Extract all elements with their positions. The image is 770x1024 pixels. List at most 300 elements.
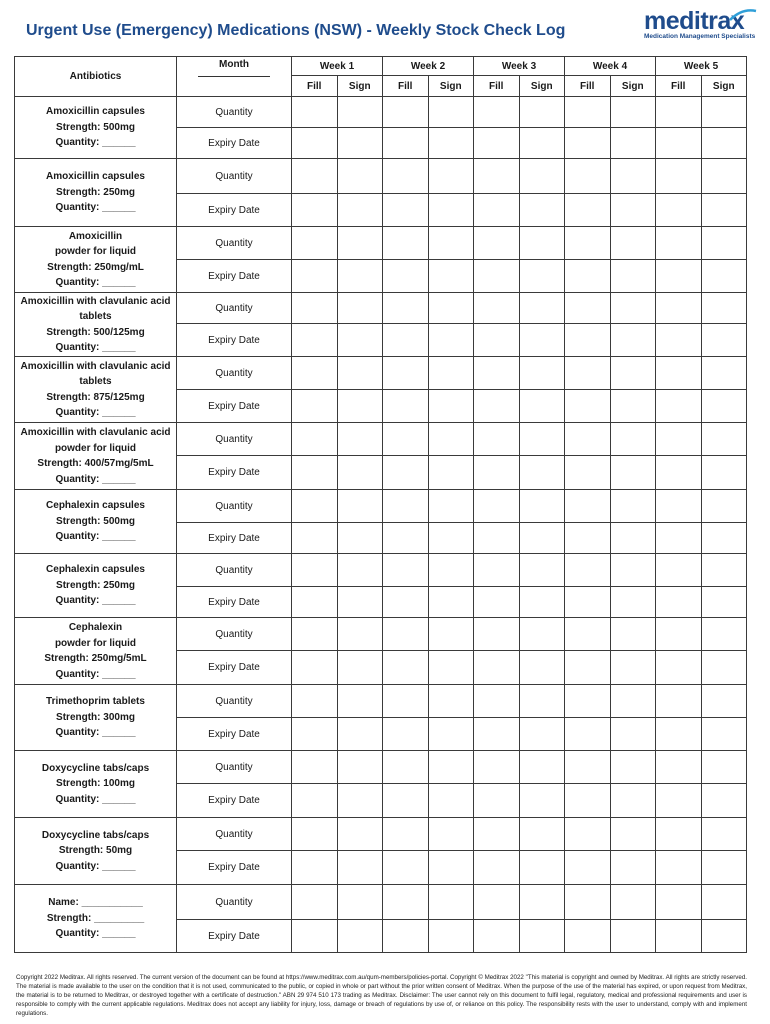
fill-entry-cell[interactable] <box>474 194 520 227</box>
sign-entry-cell[interactable] <box>519 718 565 751</box>
sign-entry-cell[interactable] <box>428 159 474 194</box>
fill-entry-cell[interactable] <box>474 851 520 885</box>
fill-entry-cell[interactable] <box>565 159 611 194</box>
fill-entry-cell[interactable] <box>656 818 702 851</box>
fill-entry-cell[interactable] <box>565 227 611 260</box>
fill-entry-cell[interactable] <box>474 260 520 293</box>
fill-entry-cell[interactable] <box>292 718 338 751</box>
sign-entry-cell[interactable] <box>610 523 656 554</box>
sign-entry-cell[interactable] <box>519 587 565 618</box>
fill-entry-cell[interactable] <box>474 523 520 554</box>
sign-entry-cell[interactable] <box>337 357 383 390</box>
fill-entry-cell[interactable] <box>656 423 702 456</box>
sign-entry-cell[interactable] <box>337 490 383 523</box>
fill-entry-cell[interactable] <box>292 194 338 227</box>
expiry-date-label: Expiry Date <box>177 851 292 885</box>
quantity-label: Quantity <box>177 357 292 390</box>
medication-cell <box>15 554 177 618</box>
sign-entry-cell[interactable] <box>701 523 747 554</box>
medication-cell <box>15 885 177 953</box>
sign-entry-cell[interactable] <box>610 260 656 293</box>
fill-entry-cell[interactable] <box>383 293 429 324</box>
sign-entry-cell[interactable] <box>701 423 747 456</box>
sign-entry-cell[interactable] <box>701 920 747 953</box>
sign-entry-cell[interactable] <box>701 357 747 390</box>
fill-entry-cell[interactable] <box>656 128 702 159</box>
sign-entry-cell[interactable] <box>519 685 565 718</box>
medication-line: tablets <box>79 311 112 322</box>
sign-entry-cell[interactable] <box>519 159 565 194</box>
sign-entry-cell[interactable] <box>428 456 474 490</box>
sign-entry-cell[interactable] <box>610 685 656 718</box>
fill-entry-cell[interactable] <box>474 554 520 587</box>
expiry-date-label: Expiry Date <box>177 587 292 618</box>
fill-entry-cell[interactable] <box>383 423 429 456</box>
fill-entry-cell[interactable] <box>474 324 520 357</box>
sign-entry-cell[interactable] <box>337 128 383 159</box>
sign-entry-cell[interactable] <box>701 751 747 784</box>
fill-entry-cell[interactable] <box>656 685 702 718</box>
sign-entry-cell[interactable] <box>519 227 565 260</box>
sign-entry-cell[interactable] <box>610 194 656 227</box>
sign-entry-cell[interactable] <box>610 324 656 357</box>
medication-line: Amoxicillin with clavulanic acid <box>20 360 171 372</box>
sign-entry-cell[interactable] <box>701 885 747 920</box>
sign-entry-cell[interactable] <box>519 523 565 554</box>
sign-entry-cell[interactable] <box>701 97 747 128</box>
fill-entry-cell[interactable] <box>474 784 520 818</box>
fill-entry-cell[interactable] <box>565 423 611 456</box>
sign-entry-cell[interactable] <box>610 159 656 194</box>
sign-entry-cell[interactable] <box>428 751 474 784</box>
sign-entry-cell[interactable] <box>701 818 747 851</box>
sign-entry-cell[interactable] <box>337 920 383 953</box>
fill-entry-cell[interactable] <box>383 685 429 718</box>
fill-entry-cell[interactable] <box>474 490 520 523</box>
fill-entry-cell[interactable] <box>565 324 611 357</box>
sign-entry-cell[interactable] <box>337 260 383 293</box>
fill-entry-cell[interactable] <box>292 784 338 818</box>
sign-entry-cell[interactable] <box>610 490 656 523</box>
fill-entry-cell[interactable] <box>383 456 429 490</box>
sign-entry-cell[interactable] <box>428 194 474 227</box>
fill-entry-cell[interactable] <box>474 159 520 194</box>
sign-header: Sign <box>610 76 656 97</box>
fill-entry-cell[interactable] <box>656 618 702 651</box>
fill-entry-cell[interactable] <box>656 587 702 618</box>
fill-entry-cell[interactable] <box>474 685 520 718</box>
sign-entry-cell[interactable] <box>519 423 565 456</box>
sign-entry-cell[interactable] <box>519 751 565 784</box>
fill-entry-cell[interactable] <box>383 97 429 128</box>
table-row <box>15 490 747 523</box>
fill-entry-cell[interactable] <box>565 751 611 784</box>
fill-entry-cell[interactable] <box>383 587 429 618</box>
sign-entry-cell[interactable] <box>701 324 747 357</box>
fill-entry-cell[interactable] <box>656 97 702 128</box>
fill-entry-cell[interactable] <box>292 920 338 953</box>
fill-entry-cell[interactable] <box>656 357 702 390</box>
sign-entry-cell[interactable] <box>701 159 747 194</box>
month-entry-line[interactable] <box>198 76 270 77</box>
fill-entry-cell[interactable] <box>292 456 338 490</box>
medication-line: Amoxicillin with clavulanic acid <box>20 427 171 438</box>
fill-entry-cell[interactable] <box>383 390 429 423</box>
sign-entry-cell[interactable] <box>337 456 383 490</box>
fill-entry-cell[interactable] <box>383 159 429 194</box>
fill-entry-cell[interactable] <box>474 920 520 953</box>
sign-entry-cell[interactable] <box>428 227 474 260</box>
sign-entry-cell[interactable] <box>701 851 747 885</box>
fill-entry-cell[interactable] <box>383 260 429 293</box>
fill-entry-cell[interactable] <box>292 324 338 357</box>
sign-entry-cell[interactable] <box>428 920 474 953</box>
sign-entry-cell[interactable] <box>337 784 383 818</box>
medication-cell <box>15 618 177 685</box>
fill-entry-cell[interactable] <box>565 523 611 554</box>
fill-entry-cell[interactable] <box>292 97 338 128</box>
sign-entry-cell[interactable] <box>428 324 474 357</box>
fill-entry-cell[interactable] <box>656 885 702 920</box>
fill-entry-cell[interactable] <box>565 818 611 851</box>
table-row <box>15 818 747 851</box>
fill-entry-cell[interactable] <box>656 260 702 293</box>
sign-entry-cell[interactable] <box>610 97 656 128</box>
fill-entry-cell[interactable] <box>383 357 429 390</box>
fill-entry-cell[interactable] <box>656 456 702 490</box>
fill-entry-cell[interactable] <box>565 490 611 523</box>
quantity-label: Quantity <box>177 97 292 128</box>
medication-line: powder for liquid <box>54 442 137 454</box>
sign-entry-cell[interactable] <box>610 390 656 423</box>
sign-entry-cell[interactable] <box>337 194 383 227</box>
fill-entry-cell[interactable] <box>565 587 611 618</box>
sign-entry-cell[interactable] <box>610 784 656 818</box>
sign-entry-cell[interactable] <box>428 97 474 128</box>
sign-entry-cell[interactable] <box>337 651 383 685</box>
sign-entry-cell[interactable] <box>519 618 565 651</box>
medication-line: powder for liquid <box>54 246 137 257</box>
fill-entry-cell[interactable] <box>656 851 702 885</box>
sign-entry-cell[interactable] <box>428 651 474 685</box>
sign-entry-cell[interactable] <box>428 260 474 293</box>
medication-line: Quantity: ______ <box>55 928 136 940</box>
sign-entry-cell[interactable] <box>337 885 383 920</box>
fill-entry-cell[interactable] <box>292 554 338 587</box>
sign-entry-cell[interactable] <box>701 718 747 751</box>
fill-entry-cell[interactable] <box>383 490 429 523</box>
fill-header: Fill <box>474 76 520 97</box>
medication-line: Quantity: ______ <box>55 793 136 805</box>
fill-entry-cell[interactable] <box>474 885 520 920</box>
sign-entry-cell[interactable] <box>428 554 474 587</box>
fill-entry-cell[interactable] <box>565 851 611 885</box>
fill-entry-cell[interactable] <box>474 818 520 851</box>
fill-entry-cell[interactable] <box>656 523 702 554</box>
sign-entry-cell[interactable] <box>428 885 474 920</box>
fill-entry-cell[interactable] <box>292 490 338 523</box>
sign-entry-cell[interactable] <box>701 390 747 423</box>
sign-entry-cell[interactable] <box>610 456 656 490</box>
sign-entry-cell[interactable] <box>610 587 656 618</box>
sign-entry-cell[interactable] <box>701 293 747 324</box>
sign-entry-cell[interactable] <box>337 818 383 851</box>
fill-entry-cell[interactable] <box>474 390 520 423</box>
sign-entry-cell[interactable] <box>337 423 383 456</box>
medication-line: Amoxicillin with clavulanic acid <box>20 295 171 307</box>
fill-entry-cell[interactable] <box>383 324 429 357</box>
sign-header: Sign <box>701 76 747 97</box>
fill-entry-cell[interactable] <box>383 227 429 260</box>
fill-entry-cell[interactable] <box>474 456 520 490</box>
fill-entry-cell[interactable] <box>656 324 702 357</box>
sign-entry-cell[interactable] <box>337 293 383 324</box>
table-row <box>15 885 747 920</box>
sign-entry-cell[interactable] <box>701 194 747 227</box>
sign-entry-cell[interactable] <box>610 128 656 159</box>
fill-entry-cell[interactable] <box>474 718 520 751</box>
sign-entry-cell[interactable] <box>337 159 383 194</box>
fill-entry-cell[interactable] <box>565 357 611 390</box>
fill-entry-cell[interactable] <box>383 784 429 818</box>
sign-entry-cell[interactable] <box>428 490 474 523</box>
fill-entry-cell[interactable] <box>565 293 611 324</box>
sign-entry-cell[interactable] <box>428 818 474 851</box>
fill-entry-cell[interactable] <box>292 685 338 718</box>
fill-entry-cell[interactable] <box>292 618 338 651</box>
table-row <box>15 159 747 194</box>
sign-entry-cell[interactable] <box>519 554 565 587</box>
sign-entry-cell[interactable] <box>519 920 565 953</box>
sign-entry-cell[interactable] <box>428 784 474 818</box>
fill-entry-cell[interactable] <box>292 227 338 260</box>
sign-entry-cell[interactable] <box>610 423 656 456</box>
fill-entry-cell[interactable] <box>474 651 520 685</box>
sign-entry-cell[interactable] <box>519 128 565 159</box>
fill-entry-cell[interactable] <box>383 718 429 751</box>
fill-entry-cell[interactable] <box>565 920 611 953</box>
fill-entry-cell[interactable] <box>383 618 429 651</box>
fill-entry-cell[interactable] <box>292 651 338 685</box>
sign-entry-cell[interactable] <box>428 618 474 651</box>
fill-entry-cell[interactable] <box>656 920 702 953</box>
fill-entry-cell[interactable] <box>292 423 338 456</box>
fill-entry-cell[interactable] <box>292 885 338 920</box>
sign-entry-cell[interactable] <box>519 784 565 818</box>
expiry-date-label: Expiry Date <box>177 784 292 818</box>
fill-entry-cell[interactable] <box>565 554 611 587</box>
medication-line: Strength: 50mg <box>58 845 133 857</box>
sign-entry-cell[interactable] <box>701 587 747 618</box>
fill-entry-cell[interactable] <box>383 885 429 920</box>
fill-entry-cell[interactable] <box>292 293 338 324</box>
fill-entry-cell[interactable] <box>383 818 429 851</box>
sign-entry-cell[interactable] <box>610 357 656 390</box>
fill-entry-cell[interactable] <box>474 423 520 456</box>
stock-check-table <box>14 56 747 953</box>
sign-entry-cell[interactable] <box>337 390 383 423</box>
sign-entry-cell[interactable] <box>701 651 747 685</box>
fill-entry-cell[interactable] <box>565 618 611 651</box>
sign-entry-cell[interactable] <box>610 751 656 784</box>
medication-line: Quantity: ______ <box>55 727 136 739</box>
fill-entry-cell[interactable] <box>383 554 429 587</box>
fill-entry-cell[interactable] <box>565 456 611 490</box>
medication-line: Strength: _________ <box>46 912 145 924</box>
medication-cell <box>15 751 177 818</box>
sign-entry-cell[interactable] <box>519 293 565 324</box>
fill-entry-cell[interactable] <box>565 97 611 128</box>
fill-entry-cell[interactable] <box>383 128 429 159</box>
fill-entry-cell[interactable] <box>383 194 429 227</box>
sign-entry-cell[interactable] <box>519 260 565 293</box>
sign-entry-cell[interactable] <box>519 490 565 523</box>
fill-entry-cell[interactable] <box>656 194 702 227</box>
sign-entry-cell[interactable] <box>337 324 383 357</box>
fill-entry-cell[interactable] <box>292 390 338 423</box>
medication-cell <box>15 818 177 885</box>
fill-entry-cell[interactable] <box>656 159 702 194</box>
sign-entry-cell[interactable] <box>428 851 474 885</box>
fill-entry-cell[interactable] <box>474 357 520 390</box>
fill-entry-cell[interactable] <box>292 851 338 885</box>
sign-entry-cell[interactable] <box>610 651 656 685</box>
fill-entry-cell[interactable] <box>292 751 338 784</box>
sign-entry-cell[interactable] <box>519 456 565 490</box>
fill-entry-cell[interactable] <box>565 651 611 685</box>
fill-entry-cell[interactable] <box>383 920 429 953</box>
sign-entry-cell[interactable] <box>337 97 383 128</box>
medication-line: Amoxicillin capsules <box>46 171 145 183</box>
fill-entry-cell[interactable] <box>292 818 338 851</box>
sign-entry-cell[interactable] <box>519 818 565 851</box>
fill-entry-cell[interactable] <box>656 390 702 423</box>
medication-line: Name: ___________ <box>48 897 143 909</box>
sign-entry-cell[interactable] <box>428 390 474 423</box>
fill-entry-cell[interactable] <box>474 618 520 651</box>
fill-entry-cell[interactable] <box>383 751 429 784</box>
sign-entry-cell[interactable] <box>428 423 474 456</box>
fill-entry-cell[interactable] <box>565 194 611 227</box>
fill-entry-cell[interactable] <box>474 128 520 159</box>
sign-entry-cell[interactable] <box>337 618 383 651</box>
fill-entry-cell[interactable] <box>565 685 611 718</box>
fill-entry-cell[interactable] <box>474 227 520 260</box>
fill-entry-cell[interactable] <box>565 885 611 920</box>
sign-entry-cell[interactable] <box>610 293 656 324</box>
medication-cell <box>15 357 177 423</box>
sign-entry-cell[interactable] <box>337 685 383 718</box>
sign-entry-cell[interactable] <box>610 851 656 885</box>
fill-entry-cell[interactable] <box>474 751 520 784</box>
sign-entry-cell[interactable] <box>519 97 565 128</box>
sign-entry-cell[interactable] <box>610 885 656 920</box>
medication-line: Quantity: ______ <box>55 860 136 872</box>
sign-entry-cell[interactable] <box>610 818 656 851</box>
sign-entry-cell[interactable] <box>701 260 747 293</box>
fill-entry-cell[interactable] <box>383 851 429 885</box>
table-row <box>15 97 747 128</box>
sign-entry-cell[interactable] <box>519 324 565 357</box>
sign-entry-cell[interactable] <box>428 293 474 324</box>
fill-entry-cell[interactable] <box>565 784 611 818</box>
fill-entry-cell[interactable] <box>474 97 520 128</box>
sign-entry-cell[interactable] <box>428 357 474 390</box>
sign-entry-cell[interactable] <box>701 784 747 818</box>
sign-entry-cell[interactable] <box>610 227 656 260</box>
sign-entry-cell[interactable] <box>610 920 656 953</box>
fill-entry-cell[interactable] <box>656 751 702 784</box>
fill-entry-cell[interactable] <box>656 227 702 260</box>
sign-entry-cell[interactable] <box>337 587 383 618</box>
sign-entry-cell[interactable] <box>337 523 383 554</box>
sign-entry-cell[interactable] <box>701 490 747 523</box>
medication-line: Strength: 400/57mg/5mL <box>37 458 154 469</box>
sign-entry-cell[interactable] <box>519 357 565 390</box>
sign-entry-cell[interactable] <box>519 651 565 685</box>
sign-entry-cell[interactable] <box>428 685 474 718</box>
sign-entry-cell[interactable] <box>519 390 565 423</box>
fill-entry-cell[interactable] <box>292 357 338 390</box>
fill-entry-cell[interactable] <box>656 554 702 587</box>
sign-entry-cell[interactable] <box>610 718 656 751</box>
sign-entry-cell[interactable] <box>337 227 383 260</box>
fill-entry-cell[interactable] <box>656 784 702 818</box>
quantity-label: Quantity <box>177 227 292 260</box>
fill-entry-cell[interactable] <box>292 523 338 554</box>
sign-entry-cell[interactable] <box>428 587 474 618</box>
fill-entry-cell[interactable] <box>565 260 611 293</box>
sign-entry-cell[interactable] <box>610 618 656 651</box>
fill-entry-cell[interactable] <box>474 587 520 618</box>
sign-entry-cell[interactable] <box>428 718 474 751</box>
sign-entry-cell[interactable] <box>519 885 565 920</box>
fill-entry-cell[interactable] <box>292 587 338 618</box>
fill-entry-cell[interactable] <box>565 390 611 423</box>
sign-entry-cell[interactable] <box>337 851 383 885</box>
fill-entry-cell[interactable] <box>656 490 702 523</box>
sign-entry-cell[interactable] <box>337 554 383 587</box>
fill-entry-cell[interactable] <box>656 293 702 324</box>
fill-entry-cell[interactable] <box>565 128 611 159</box>
sign-entry-cell[interactable] <box>337 718 383 751</box>
fill-entry-cell[interactable] <box>383 651 429 685</box>
fill-entry-cell[interactable] <box>565 718 611 751</box>
week-5-header: Week 5 <box>656 57 747 76</box>
fill-entry-cell[interactable] <box>656 651 702 685</box>
sign-entry-cell[interactable] <box>428 523 474 554</box>
sign-entry-cell[interactable] <box>701 685 747 718</box>
fill-entry-cell[interactable] <box>292 260 338 293</box>
fill-header: Fill <box>656 76 702 97</box>
sign-entry-cell[interactable] <box>610 554 656 587</box>
fill-entry-cell[interactable] <box>656 718 702 751</box>
fill-entry-cell[interactable] <box>292 159 338 194</box>
sign-entry-cell[interactable] <box>701 618 747 651</box>
sign-entry-cell[interactable] <box>428 128 474 159</box>
sign-entry-cell[interactable] <box>519 194 565 227</box>
sign-entry-cell[interactable] <box>519 851 565 885</box>
fill-entry-cell[interactable] <box>383 523 429 554</box>
sign-entry-cell[interactable] <box>701 554 747 587</box>
fill-entry-cell[interactable] <box>474 293 520 324</box>
sign-entry-cell[interactable] <box>701 456 747 490</box>
sign-entry-cell[interactable] <box>701 128 747 159</box>
quantity-label: Quantity <box>177 885 292 920</box>
sign-entry-cell[interactable] <box>701 227 747 260</box>
fill-entry-cell[interactable] <box>292 128 338 159</box>
sign-entry-cell[interactable] <box>337 751 383 784</box>
